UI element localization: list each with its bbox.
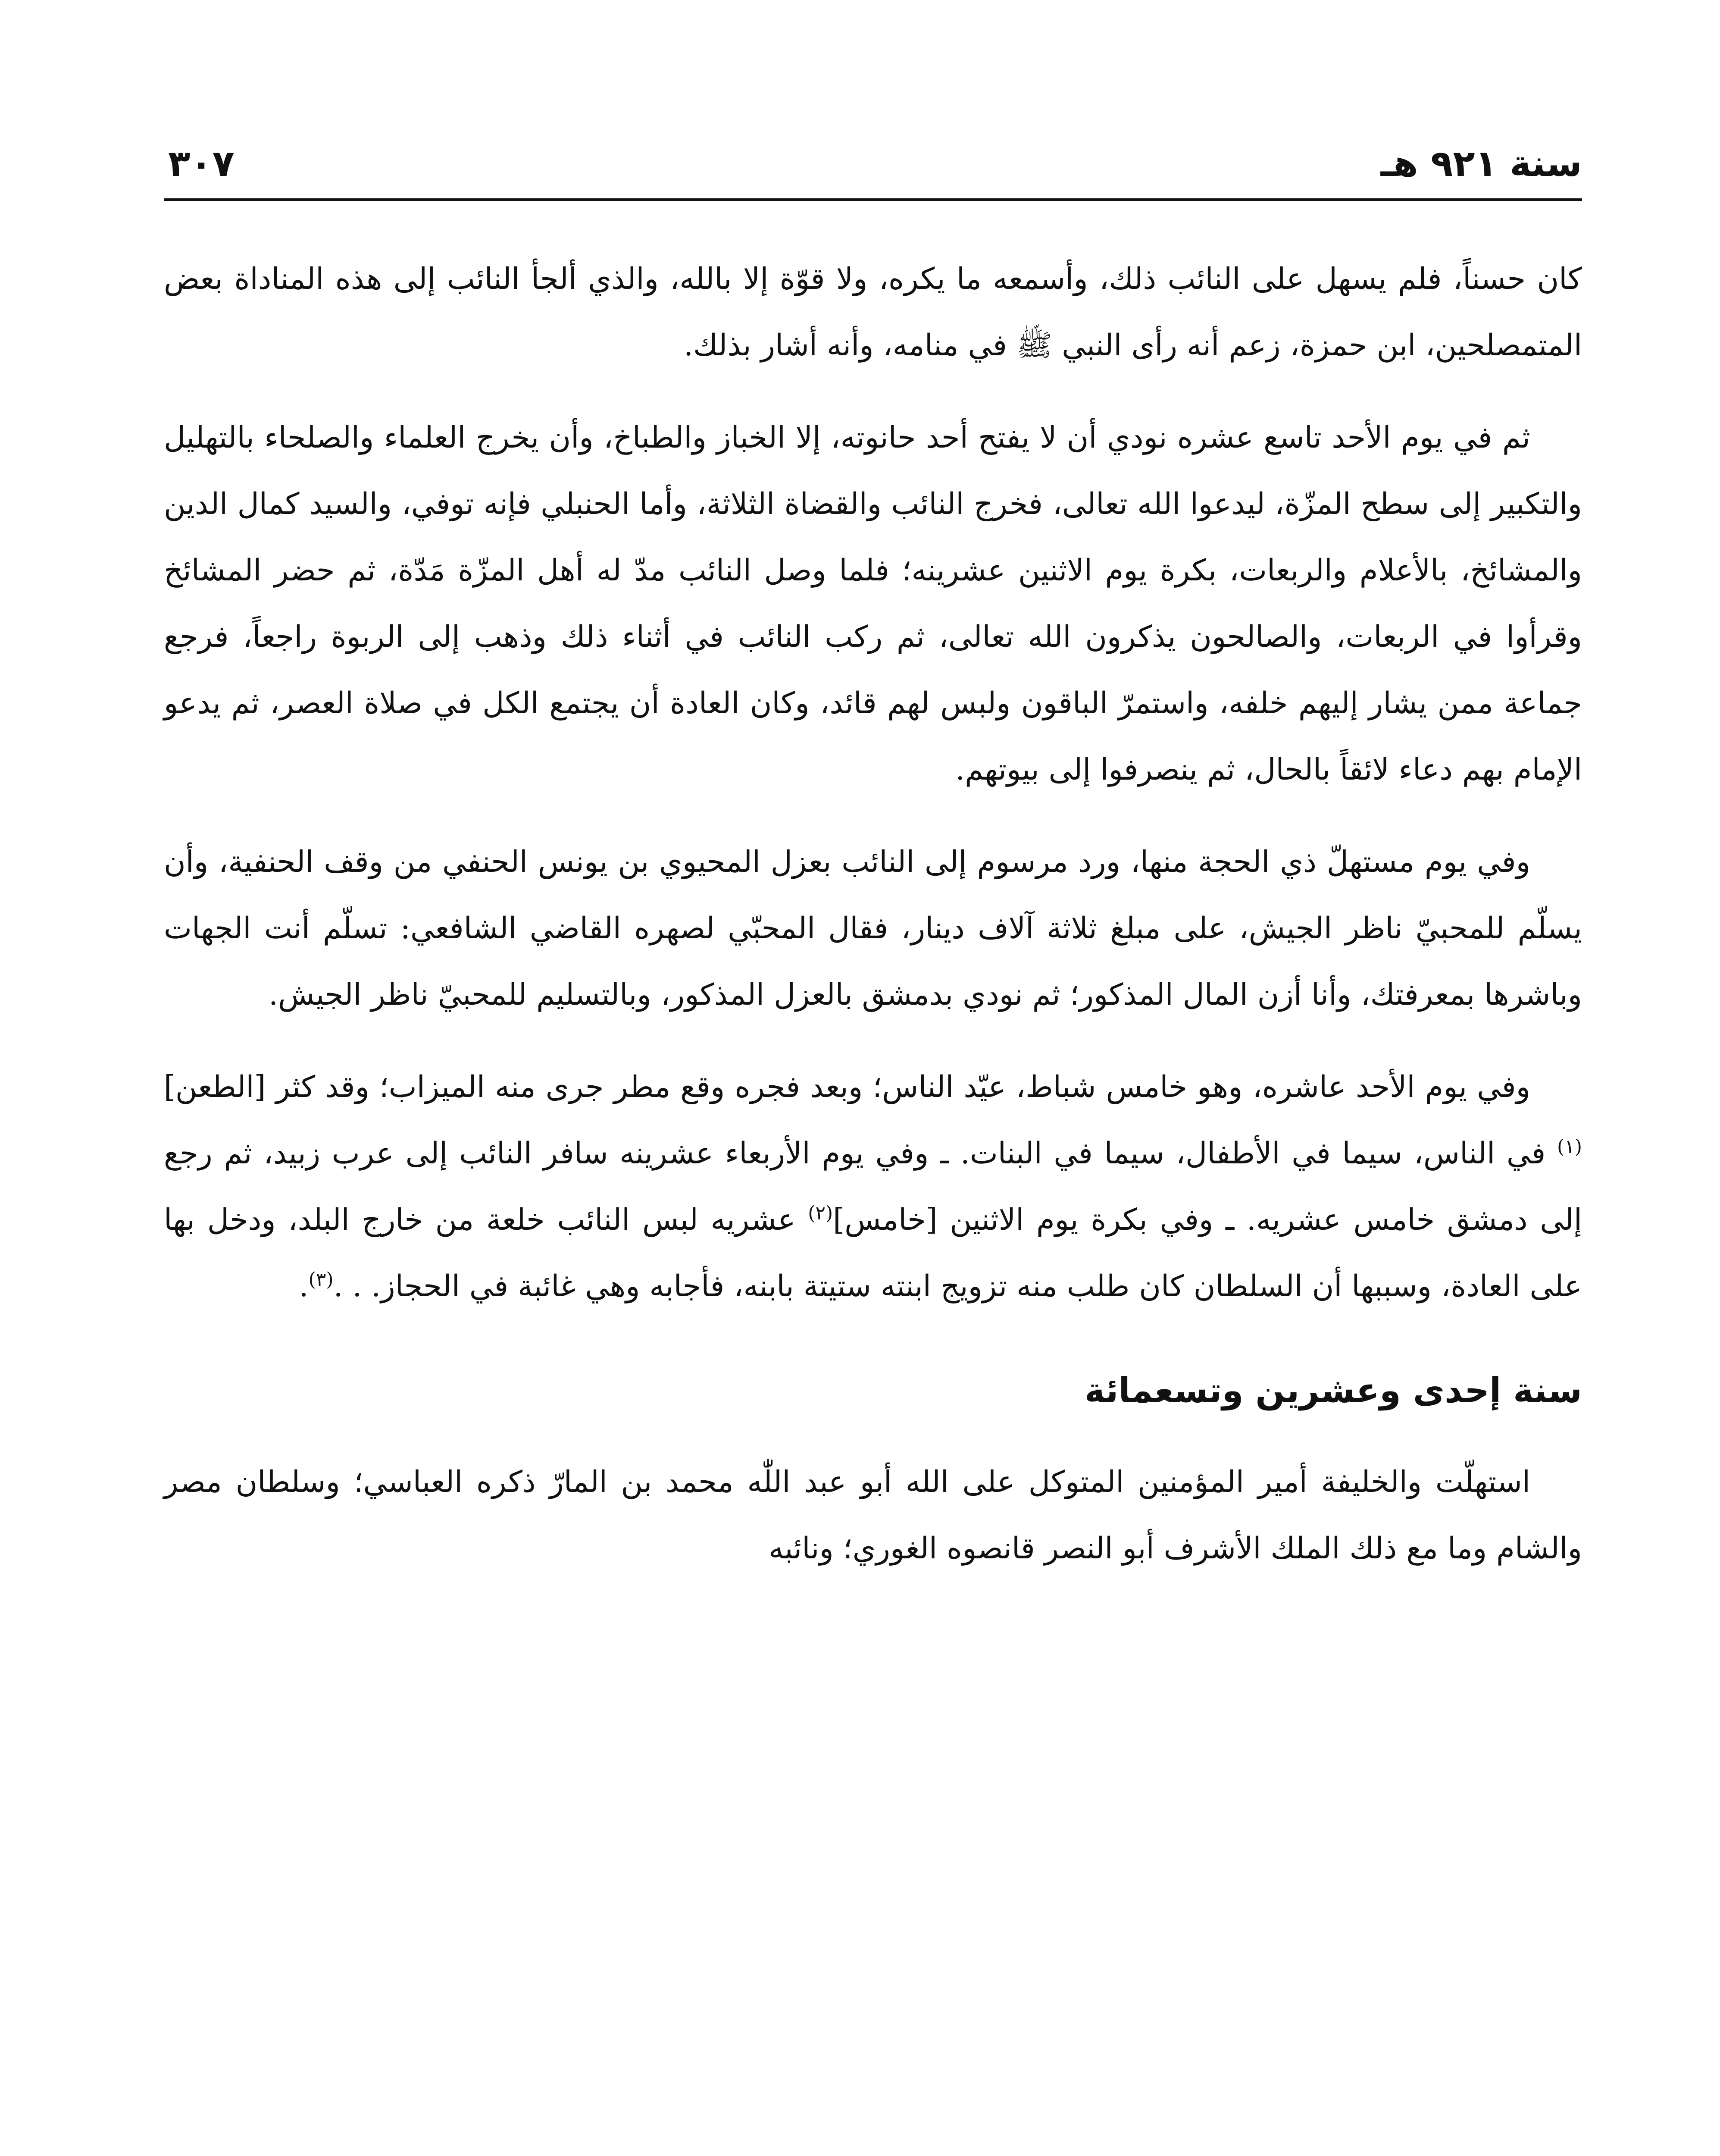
footnote-ref-1: (١): [1557, 1136, 1582, 1158]
paragraph-4-part-a: وفي يوم الأحد عاشره، وهو خامس شباط، عيّد الناس؛ وبعد فجره وقع مطر جرى منه الميزاب؛ وقد كثر [الطعن]: [164, 1070, 1530, 1104]
running-header: [164, 129, 1582, 194]
body-text: [164, 246, 1582, 1608]
header-rule: [164, 198, 1582, 201]
footnote-ref-3: (٣): [308, 1269, 334, 1291]
paragraph-2: ثم في يوم الأحد تاسع عشره نودي أن لا يفتح أحد حانوته، إلا الخباز والطباخ، وأن يخرج العلماء والصلحاء بالتهليل والتكبير إلى سطح المزّة، ليدعوا الله تعالى، فخرج النائب والقضاة الثلاثة، وأما الحنبلي فإنه توفي، والسيد كمال الدين والمشائخ، بالأعلام والربعات، بكرة يوم الاثنين عشرينه؛ فلما وصل النائب مدّ له أهل المزّة مَدّة، ثم حضر المشائخ وقرأوا في الربعات، والصالحون يذكرون الله تعالى، ثم ركب النائب في أثناء ذلك وذهب إلى الربوة راجعاً، فرجع جماعة ممن يشار إليهم خلفه، واستمرّ الباقون ولبس لهم قائد، وكان العادة أن يجتمع الكل في صلاة العصر، ثم يدعو الإمام بهم دعاء لائقاً بالحال، ثم ينصرفوا إلى بيوتهم.: [164, 420, 1582, 787]
paragraph-3: وفي يوم مستهلّ ذي الحجة منها، ورد مرسوم إلى النائب بعزل المحيوي بن يونس الحنفي من وقف الحنفية، وأن يسلّم للمحبيّ ناظر الجيش، على مبلغ ثلاثة آلاف دينار، فقال المحبّي لصهره القاضي الشافعي: تسلّم أنت الجهات وباشرها بمعرفتك، وأنا أزن المال المذكور؛ ثم نودي بدمشق بالعزل المذكور، وبالتسليم للمحبيّ ناظر الجيش.: [164, 845, 1582, 1012]
paragraph-4-part-b: في الناس، سيما في الأطفال، سيما في البنات. ـ وفي يوم الأربعاء عشرينه سافر النائب إلى عرب زبيد، ثم رجع إلى دمشق خامس عشريه. ـ وفي بكرة يوم الاثنين [خامس]: [164, 1136, 1582, 1237]
paragraph-1: كان حسناً، فلم يسهل على النائب ذلك، وأسمعه ما يكره، ولا قوّة إلا بالله، والذي ألجأ النائب إلى هذه المناداة بعض المتمصلحين، ابن حمزة، زعم أنه رأى النبي ﷺ في منامه، وأنه أشار بذلك.: [164, 262, 1582, 363]
paragraph-4-end: .: [299, 1269, 309, 1304]
section-heading: سنة إحدى وعشرين وتسعمائة: [1084, 1370, 1582, 1410]
page-number: ٣٠٧: [168, 142, 235, 185]
book-page: [164, 129, 1582, 2156]
paragraph-4-part-c: عشريه لبس النائب خلعة من خارج البلد، ودخل بها على العادة، وسببها أن السلطان كان طلب منه تزويج ابنته ستيتة بابنه، فأجابه وهي غائبة في الحجاز. . .: [164, 1203, 1582, 1304]
paragraph-5: استهلّت والخليفة أمير المؤمنين المتوكل على الله أبو عبد اللّٰه محمد بن المارّ ذكره العباسي؛ وسلطان مصر والشام وما مع ذلك الملك الأشرف أبو النصر قانصوه الغوري؛ ونائبه: [164, 1465, 1582, 1566]
footnote-ref-2: (٢): [808, 1202, 833, 1224]
paragraph-4: [164, 1054, 1582, 1319]
running-title: سنة ٩٢١ هـ: [1380, 142, 1582, 185]
